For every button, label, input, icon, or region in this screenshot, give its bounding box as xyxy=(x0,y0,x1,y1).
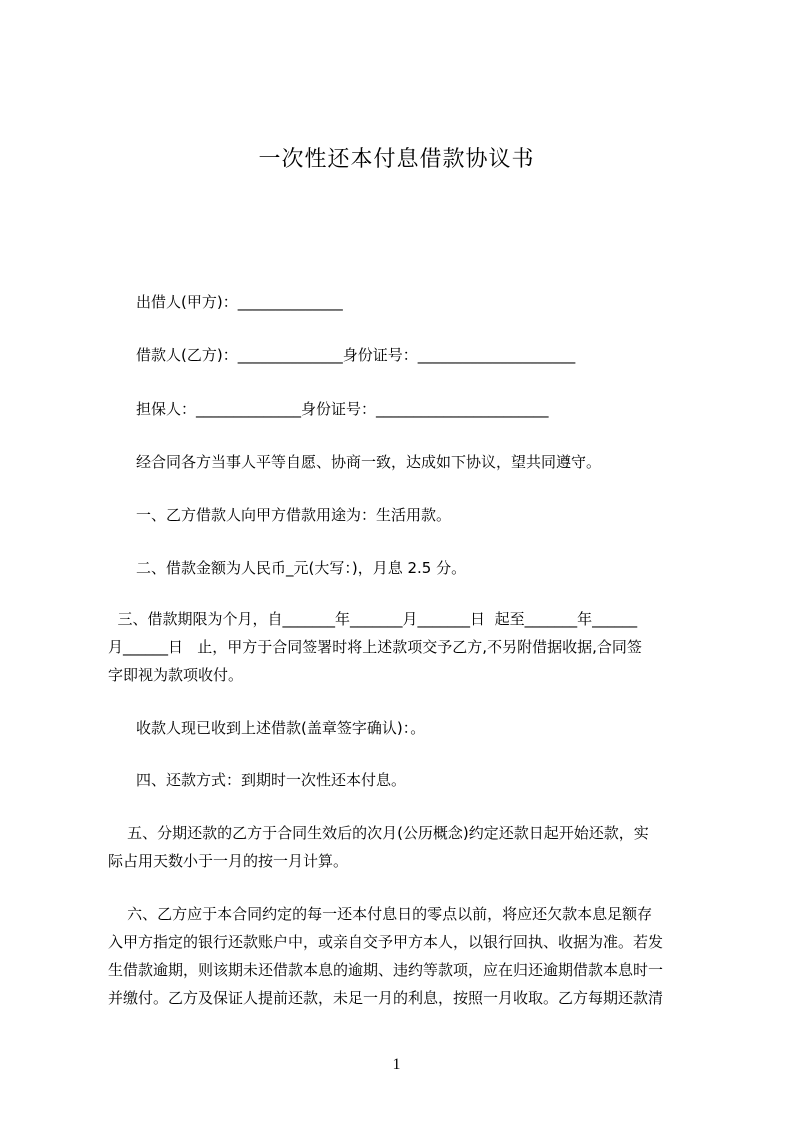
clause-5-row: 五、分期还款的乙方于合同生效后的次月(公历概念)约定还款日起开始还款，实 xyxy=(108,824,649,842)
borrower-line: 借款人(乙方)：______________身份证号：_____________________ xyxy=(136,346,576,364)
clause-3 xyxy=(108,605,708,689)
clause-2: 二、借款金额为人民币_元(大写：)，月息 2.5 分。 xyxy=(136,559,467,577)
document-title: 一次性还本付息借款协议书 xyxy=(258,147,535,172)
receipt-line: 收款人现已收到上述借款(盖章签字确认)：。 xyxy=(136,719,426,737)
intro-text: 经合同各方当事人平等自愿、协商一致，达成如下协议，望共同遵守。 xyxy=(136,453,602,471)
clause-3-row: 三、借款期限为个月，自_______年_______月_______日 起至_______年______ xyxy=(108,610,638,628)
clause-1: 一、乙方借款人向甲方借款用途为：生活用款。 xyxy=(136,506,452,524)
page-number: 1 xyxy=(392,1056,401,1073)
clause-6-row: 入甲方指定的银行还款账户中，或亲自交予甲方本人，以银行回执、收据为准。若发 xyxy=(108,933,664,951)
clause-4: 四、还款方式：到期时一次性还本付息。 xyxy=(136,771,407,789)
clause-5 xyxy=(108,819,708,875)
lender-line: 出借人(甲方)：______________ xyxy=(136,293,343,311)
clause-3-row: 字即视为款项收付。 xyxy=(108,666,244,684)
guarantor-line: 担保人：______________身份证号：_______________________ xyxy=(136,400,549,418)
clause-6 xyxy=(108,900,708,1012)
clause-5-row: 际占用天数小于一月的按一月计算。 xyxy=(108,852,349,870)
clause-6-row: 生借款逾期，则该期未还借款本息的逾期、违约等款项，应在归还逾期借款本息时一 xyxy=(108,961,664,979)
clause-6-row: 六、乙方应于本合同约定的每一还本付息日的零点以前，将应还欠款本息足额存 xyxy=(108,905,653,923)
clause-3-row: 月______日 止，甲方于合同签署时将上述款项交予乙方,不另附借据收据,合同签 xyxy=(108,638,642,656)
clause-6-row: 并缴付。乙方及保证人提前还款，未足一月的利息，按照一月收取。乙方每期还款清 xyxy=(108,989,664,1007)
